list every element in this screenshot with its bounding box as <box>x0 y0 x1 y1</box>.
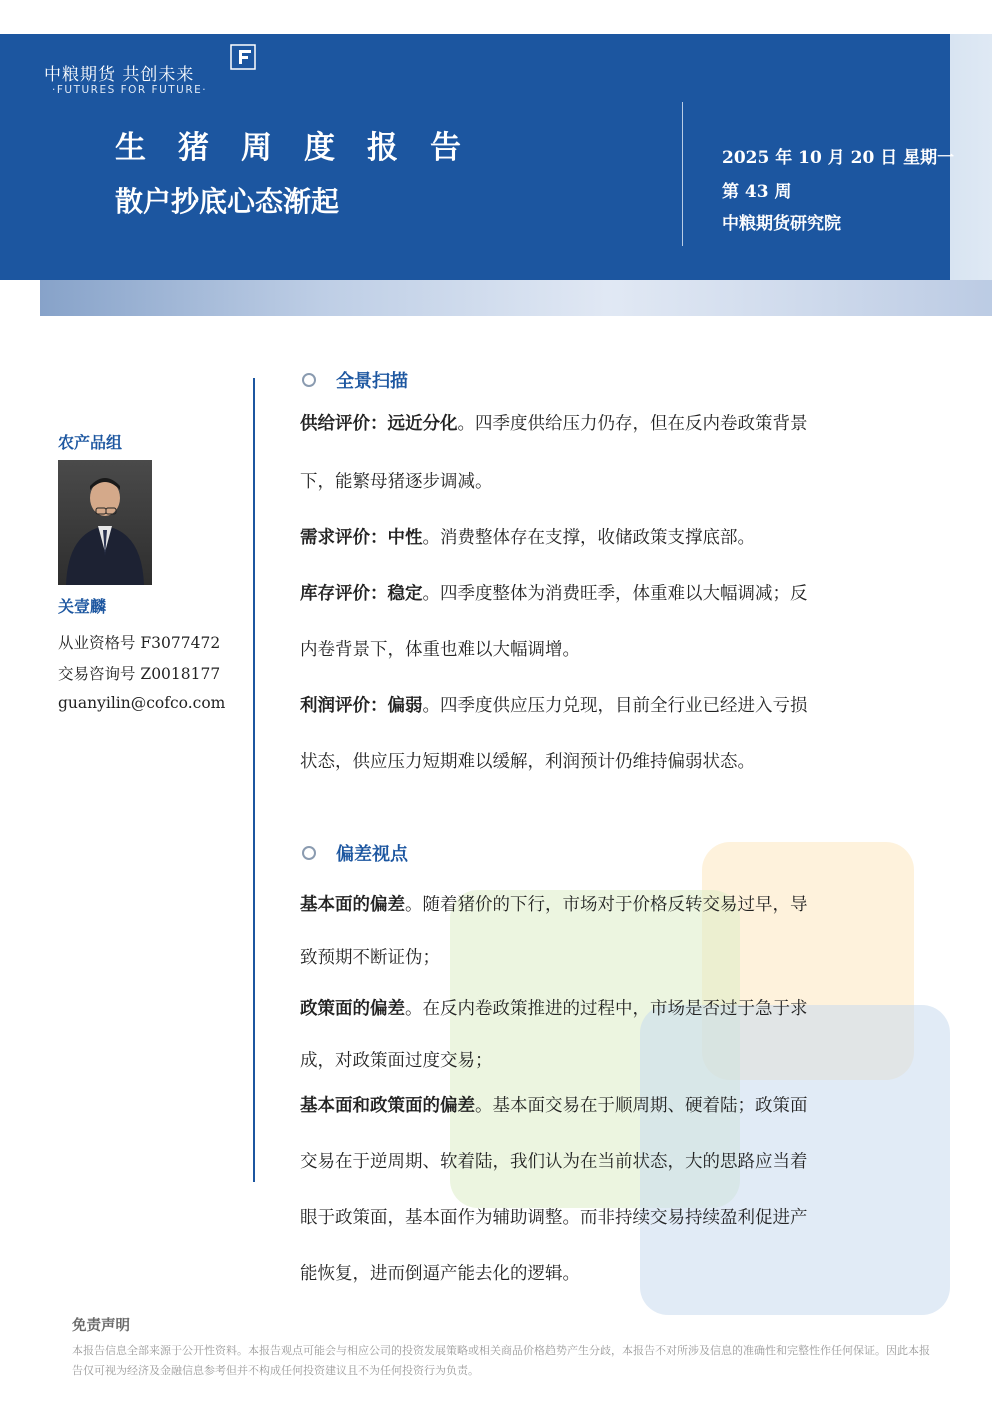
section-title: 全景扫描 <box>336 371 408 392</box>
demand-label: 需求评价：中性 <box>300 528 423 548</box>
deviation-policy-cont: 成，对政策面过度交易； <box>300 1051 493 1071</box>
deviation-policy-text: 。在反内卷政策推进的过程中，市场是否过于急于求 <box>405 999 808 1019</box>
deviation-both <box>300 1092 808 1117</box>
stock-evaluation-cont: 内卷背景下，体重也难以大幅调增。 <box>300 640 580 660</box>
group-name: 农产品组 <box>58 433 123 452</box>
logo-text-en: ·FUTURES FOR FUTURE· <box>52 84 208 96</box>
author-email[interactable]: guanyilin@cofco.com <box>58 694 226 712</box>
stock-evaluation <box>300 580 808 605</box>
report-date: 2025 年 10 月 20 日 星期一 <box>722 148 955 168</box>
bullet-circle-icon <box>302 846 316 860</box>
stock-label: 库存评价：稳定 <box>300 584 423 604</box>
deviation-fundamental <box>300 891 808 916</box>
deviation-fundamental-text: 。随着猪价的下行，市场对于价格反转交易过早，导 <box>405 895 808 915</box>
deviation-policy-label: 政策面的偏差 <box>300 999 405 1019</box>
supply-evaluation <box>300 410 808 435</box>
profit-evaluation <box>300 692 808 717</box>
supply-text: 。四季度供给压力仍存，但在反内卷政策背景 <box>457 414 808 434</box>
section-overview-heading <box>302 367 408 393</box>
author-name: 关壹麟 <box>58 597 107 616</box>
logo-mark-icon <box>230 44 256 70</box>
deviation-both-cont-2: 眼于政策面，基本面作为辅助调整。而非持续交易持续盈利促进产 <box>300 1208 808 1228</box>
deviation-fundamental-cont: 致预期不断证伪； <box>300 948 440 968</box>
banner-decorative-strip <box>40 280 992 316</box>
profit-label: 利润评价：偏弱 <box>300 696 423 716</box>
deviation-both-cont-3: 能恢复，进而倒逼产能去化的逻辑。 <box>300 1264 580 1284</box>
sidebar-divider <box>253 378 255 1182</box>
consult-number: 交易咨询号 Z0018177 <box>58 665 221 683</box>
report-subtitle: 散户抄底心态渐起 <box>115 185 340 218</box>
demand-text: 。消费整体存在支撑，收储政策支撑底部。 <box>422 528 755 548</box>
deviation-both-text: 。基本面交易在于顺周期、硬着陆；政策面 <box>475 1096 808 1116</box>
report-title: 生猪周度报告 <box>115 130 493 166</box>
institute-name: 中粮期货研究院 <box>722 214 841 234</box>
qualification-number: 从业资格号 F3077472 <box>58 634 221 652</box>
profit-evaluation-cont: 状态，供应压力短期难以缓解，利润预计仍维持偏弱状态。 <box>300 752 755 772</box>
profit-text: 。四季度供应压力兑现，目前全行业已经进入亏损 <box>422 696 808 716</box>
person-silhouette-icon <box>58 460 152 585</box>
header-divider <box>682 102 683 246</box>
deviation-policy <box>300 995 808 1020</box>
stock-text: 。四季度整体为消费旺季，体重难以大幅调减；反 <box>422 584 808 604</box>
bullet-circle-icon <box>302 373 316 387</box>
supply-evaluation-cont: 下，能繁母猪逐步调减。 <box>300 472 493 492</box>
deviation-both-label: 基本面和政策面的偏差 <box>300 1096 475 1116</box>
disclaimer-title: 免责声明 <box>72 1317 130 1334</box>
author-photo <box>58 460 152 585</box>
supply-label: 供给评价：远近分化 <box>300 414 458 434</box>
deviation-both-cont-1: 交易在于逆周期、软着陆，我们认为在当前状态，大的思路应当着 <box>300 1152 808 1172</box>
logo-text-cn: 中粮期货 共创未来 <box>44 65 195 85</box>
deviation-fundamental-label: 基本面的偏差 <box>300 895 405 915</box>
disclaimer-text: 本报告信息全部来源于公开性资料。本报告观点可能会与相应公司的投资发展策略或相关商品价格趋势产生分歧，本报告不对所涉及信息的准确性和完整性作任何保证。因此本报告仅可视为经济及金融信息参考但并不构成任何投资建议且不为任何投资行为负责。 <box>72 1344 930 1377</box>
report-week: 第 43 周 <box>722 182 792 202</box>
demand-evaluation <box>300 524 755 549</box>
section-title: 偏差视点 <box>336 844 408 865</box>
section-deviation-heading <box>302 840 408 866</box>
